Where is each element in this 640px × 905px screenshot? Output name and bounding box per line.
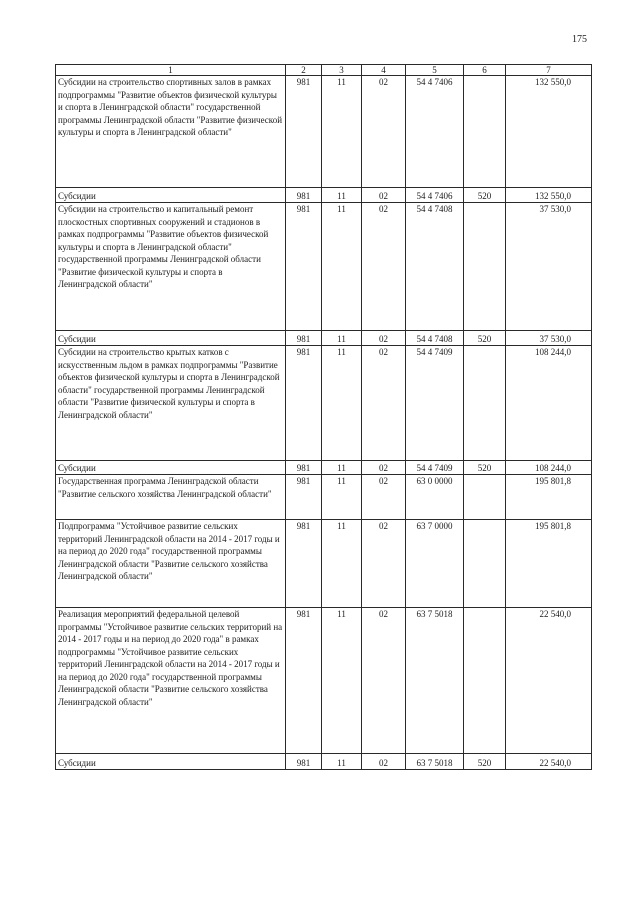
table-row [56, 188, 592, 203]
row-c5: 54 4 7408 [406, 203, 464, 331]
row-c6 [464, 203, 506, 331]
row-c2: 981 [286, 331, 322, 346]
row-name: Государственная программа Ленинградской области "Развитие сельского хозяйства Ленинградской области" [56, 475, 286, 520]
row-c6 [464, 475, 506, 520]
table-row [56, 475, 592, 520]
header-cell-1: 1 [56, 65, 286, 76]
row-c5: 63 7 5018 [406, 608, 464, 754]
table-row [56, 754, 592, 770]
row-c5: 63 7 5018 [406, 754, 464, 770]
row-c7: 108 244,0 [506, 461, 592, 475]
table-row [56, 461, 592, 475]
header-cell-6: 6 [464, 65, 506, 76]
row-c3: 11 [322, 346, 362, 461]
row-c5: 63 0 0000 [406, 475, 464, 520]
row-c2: 981 [286, 520, 322, 608]
row-c3: 11 [322, 76, 362, 188]
row-c7: 37 530,0 [506, 203, 592, 331]
row-c4: 02 [362, 188, 406, 203]
row-c4: 02 [362, 346, 406, 461]
row-c6 [464, 520, 506, 608]
header-cell-7: 7 [506, 65, 592, 76]
row-c3: 11 [322, 520, 362, 608]
row-c2: 981 [286, 754, 322, 770]
row-c6: 520 [464, 188, 506, 203]
row-c4: 02 [362, 203, 406, 331]
row-c6: 520 [464, 461, 506, 475]
row-c4: 02 [362, 754, 406, 770]
row-c3: 11 [322, 475, 362, 520]
row-c2: 981 [286, 461, 322, 475]
row-name: Субсидии [56, 188, 286, 203]
row-c2: 981 [286, 608, 322, 754]
header-cell-3: 3 [322, 65, 362, 76]
row-c4: 02 [362, 461, 406, 475]
row-c5: 54 4 7409 [406, 346, 464, 461]
row-c7: 132 550,0 [506, 188, 592, 203]
row-c3: 11 [322, 608, 362, 754]
row-c3: 11 [322, 331, 362, 346]
table-row [56, 520, 592, 608]
row-name: Реализация мероприятий федеральной целевой программы "Устойчивое развитие сельских территорий на 2014 - 2017 годы и на период до 2020 года" в рамках подпрограммы "Устойчивое развитие сельских территорий Ленинградской области на 2014 - 2017 годы и на период до 2020 года" государственной программы Ленинградской области "Развитие сельского хозяйства Ленинградской области" [56, 608, 286, 754]
row-c3: 11 [322, 461, 362, 475]
row-c6 [464, 608, 506, 754]
row-c7: 132 550,0 [506, 76, 592, 188]
row-c2: 981 [286, 188, 322, 203]
page-number: 175 [572, 34, 587, 45]
row-c7: 195 801,8 [506, 520, 592, 608]
row-c2: 981 [286, 76, 322, 188]
header-row [56, 65, 592, 76]
row-c2: 981 [286, 346, 322, 461]
table-row [56, 203, 592, 331]
row-name: Субсидии [56, 754, 286, 770]
table-row [56, 331, 592, 346]
row-c7: 22 540,0 [506, 754, 592, 770]
row-name: Субсидии [56, 331, 286, 346]
table-row [56, 76, 592, 188]
row-c6: 520 [464, 754, 506, 770]
row-c5: 63 7 0000 [406, 520, 464, 608]
row-c4: 02 [362, 520, 406, 608]
row-name: Субсидии на строительство крытых катков с искусственным льдом в рамках подпрограммы "Развитие объектов физической культуры и спорта в Ленинградской области" государственной программы Ленинградской области "Развитие физической культуры и спорта в Ленинградской области" [56, 346, 286, 461]
row-c7: 108 244,0 [506, 346, 592, 461]
header-cell-4: 4 [362, 65, 406, 76]
row-c5: 54 4 7406 [406, 76, 464, 188]
row-name: Субсидии на строительство спортивных залов в рамках подпрограммы "Развитие объектов физической культуры и спорта в Ленинградской области" государственной программы Ленинградской области "Развитие физической культуры и спорта в Ленинградской области" [56, 76, 286, 188]
row-c6 [464, 346, 506, 461]
row-c3: 11 [322, 188, 362, 203]
row-c6 [464, 76, 506, 188]
row-c4: 02 [362, 608, 406, 754]
row-c4: 02 [362, 76, 406, 188]
row-c7: 195 801,8 [506, 475, 592, 520]
row-c4: 02 [362, 331, 406, 346]
row-c6: 520 [464, 331, 506, 346]
row-name: Субсидии на строительство и капитальный ремонт плоскостных спортивных сооружений и стадионов в рамках подпрограммы "Развитие объектов физической культуры и спорта в Ленинградской области" государственной программы Ленинградской области "Развитие физической культуры и спорта в Ленинградской области" [56, 203, 286, 331]
row-c5: 54 4 7406 [406, 188, 464, 203]
table-row [56, 346, 592, 461]
row-c7: 37 530,0 [506, 331, 592, 346]
row-c5: 54 4 7409 [406, 461, 464, 475]
row-name: Субсидии [56, 461, 286, 475]
row-c3: 11 [322, 203, 362, 331]
row-c2: 981 [286, 475, 322, 520]
budget-table [55, 64, 592, 770]
row-c7: 22 540,0 [506, 608, 592, 754]
table-row [56, 608, 592, 754]
row-c3: 11 [322, 754, 362, 770]
row-c5: 54 4 7408 [406, 331, 464, 346]
row-name: Подпрограмма "Устойчивое развитие сельских территорий Ленинградской области на 2014 - 2017 годы и на период до 2020 года" государственной программы Ленинградской области "Развитие сельского хозяйства Ленинградской области" [56, 520, 286, 608]
header-cell-5: 5 [406, 65, 464, 76]
header-cell-2: 2 [286, 65, 322, 76]
row-c4: 02 [362, 475, 406, 520]
row-c2: 981 [286, 203, 322, 331]
